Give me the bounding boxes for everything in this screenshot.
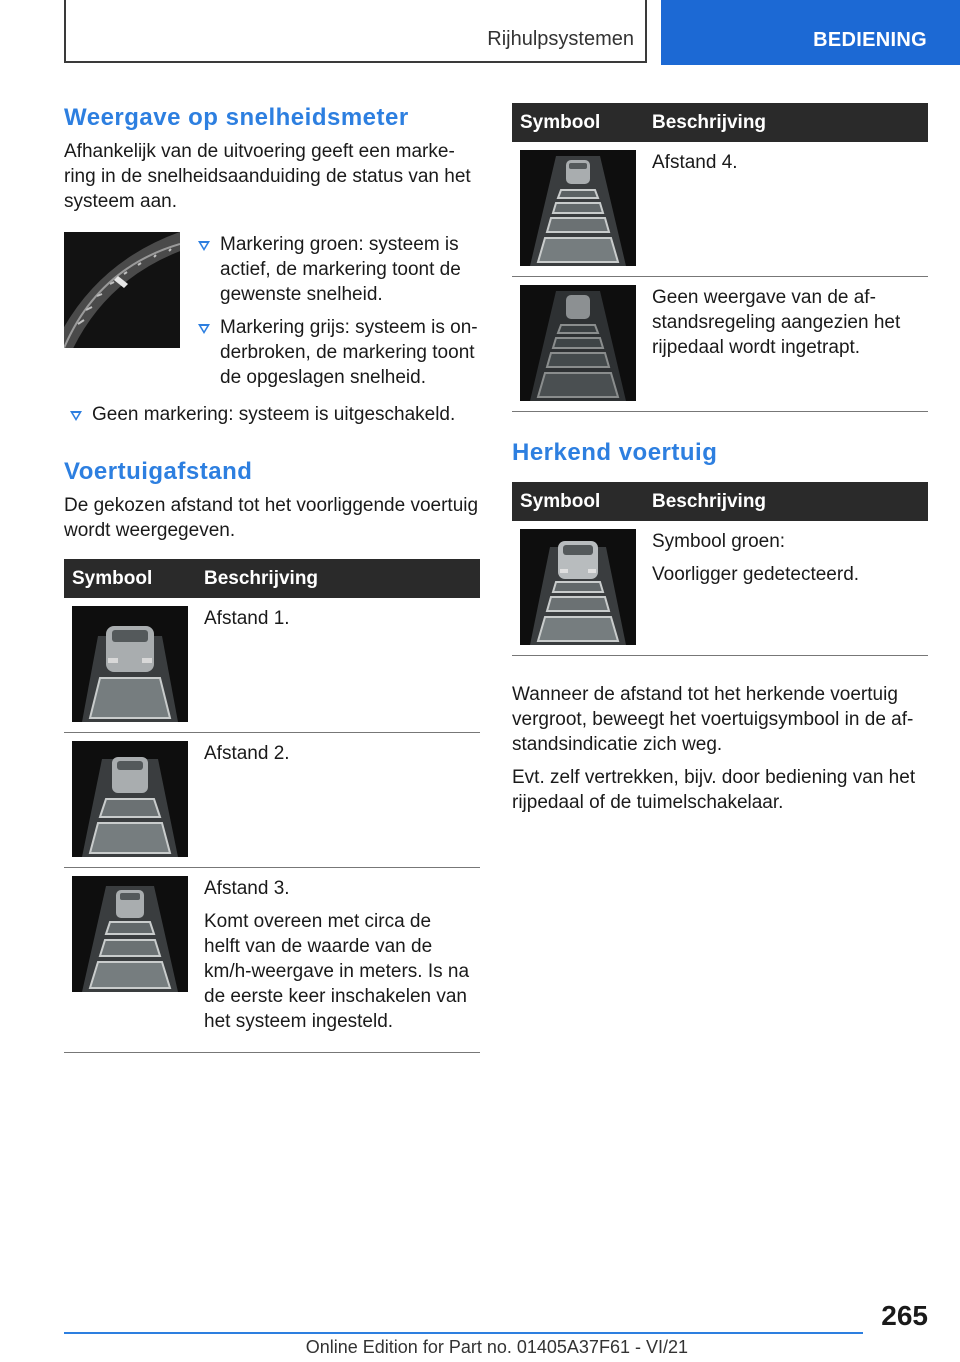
- herkend-paragraph-1: Wanneer de afstand tot het herkende voertuig vergroot, beweegt het voertuigsymbool in de afstandsindicatie zich weg.: [512, 684, 914, 755]
- table-row: [64, 868, 480, 1053]
- triangle-bullet-icon: [198, 241, 210, 251]
- voertuigafstand-intro: De gekozen afstand tot het voorliggende voertuig wordt weergegeven.: [64, 495, 479, 541]
- left-column: [64, 103, 480, 1053]
- heading-voertuigafstand: Voertuigafstand: [64, 458, 253, 485]
- distance-off-desc: Geen weergave van de afstandsregeling aangezien het rijpedaal wordt ingetrapt.: [652, 287, 901, 358]
- table-row: [64, 733, 480, 868]
- distance-table-continued: [512, 103, 928, 412]
- distance-1-icon: [72, 606, 188, 722]
- herkend-paragraph-2: Evt. zelf vertrekken, bijv. door bediening van het rijpedaal of de tuimelschakelaar.: [512, 767, 916, 813]
- table-row: [512, 142, 928, 277]
- chapter-label: BEDIENING: [813, 29, 927, 51]
- edition-text: Online Edition for Part no. 01405A37F61 - VI/21: [305, 1337, 688, 1357]
- col-symbol-header: Symbool: [512, 103, 644, 142]
- weergave-intro: Afhankelijk van de uitvoering geeft een markering in de snelheidsaanduiding de status van het systeem aan.: [64, 141, 471, 212]
- distance-1-desc: Afstand 1.: [204, 608, 290, 629]
- distance-3-note: Komt overeen met circa de helft van de waarde van de km/h-weergave in meters. Is na de eerste keer inschakelen van het systeem ingesteld.: [204, 911, 470, 1032]
- table-row: [64, 598, 480, 733]
- footer-divider: [64, 1332, 863, 1334]
- marking-bullet-list: [192, 232, 480, 398]
- table-row: [512, 521, 928, 656]
- off-bullet-list: [64, 402, 480, 427]
- speedometer-marking-block: [64, 232, 480, 398]
- distance-3-desc: Afstand 3.: [204, 878, 290, 899]
- page-number: 265: [881, 1300, 928, 1331]
- col-desc-header: Beschrijving: [644, 482, 928, 521]
- distance-2-icon: [72, 741, 188, 857]
- list-item: Geen markering: systeem is uitgeschakeld.: [64, 402, 480, 427]
- table-row: [512, 277, 928, 412]
- distance-table: [64, 559, 480, 1053]
- distance-off-icon: [520, 285, 636, 401]
- triangle-bullet-icon: [198, 324, 210, 334]
- detected-desc-2: Voorligger gedetecteerd.: [652, 564, 860, 585]
- list-item: Markering groen: systeem is actief, de markering toont de gewenste snelheid.: [192, 232, 480, 307]
- distance-4-icon: [520, 150, 636, 266]
- detected-desc-1: Symbool groen:: [652, 531, 786, 552]
- distance-2-desc: Afstand 2.: [204, 743, 290, 764]
- right-column: [512, 103, 928, 823]
- section-title: Rijhulpsystemen: [487, 28, 634, 50]
- distance-3-icon: [72, 876, 188, 992]
- heading-herkend-voertuig: Herkend voertuig: [512, 439, 718, 466]
- col-symbol-header: Symbool: [64, 559, 196, 598]
- col-symbol-header: Symbool: [512, 482, 644, 521]
- chapter-tab[interactable]: [661, 0, 960, 65]
- list-item: Markering grijs: systeem is onderbroken, de markering toont de opgeslagen snelheid.: [192, 315, 480, 390]
- heading-weergave: Weergave op snelheidsmeter: [64, 104, 409, 131]
- triangle-bullet-icon: [70, 411, 82, 421]
- distance-4-desc: Afstand 4.: [652, 152, 738, 173]
- col-desc-header: Beschrijving: [196, 559, 480, 598]
- detected-vehicle-table: [512, 482, 928, 656]
- speedometer-marking-icon: [64, 232, 180, 348]
- vehicle-detected-icon: [520, 529, 636, 645]
- col-desc-header: Beschrijving: [644, 103, 928, 142]
